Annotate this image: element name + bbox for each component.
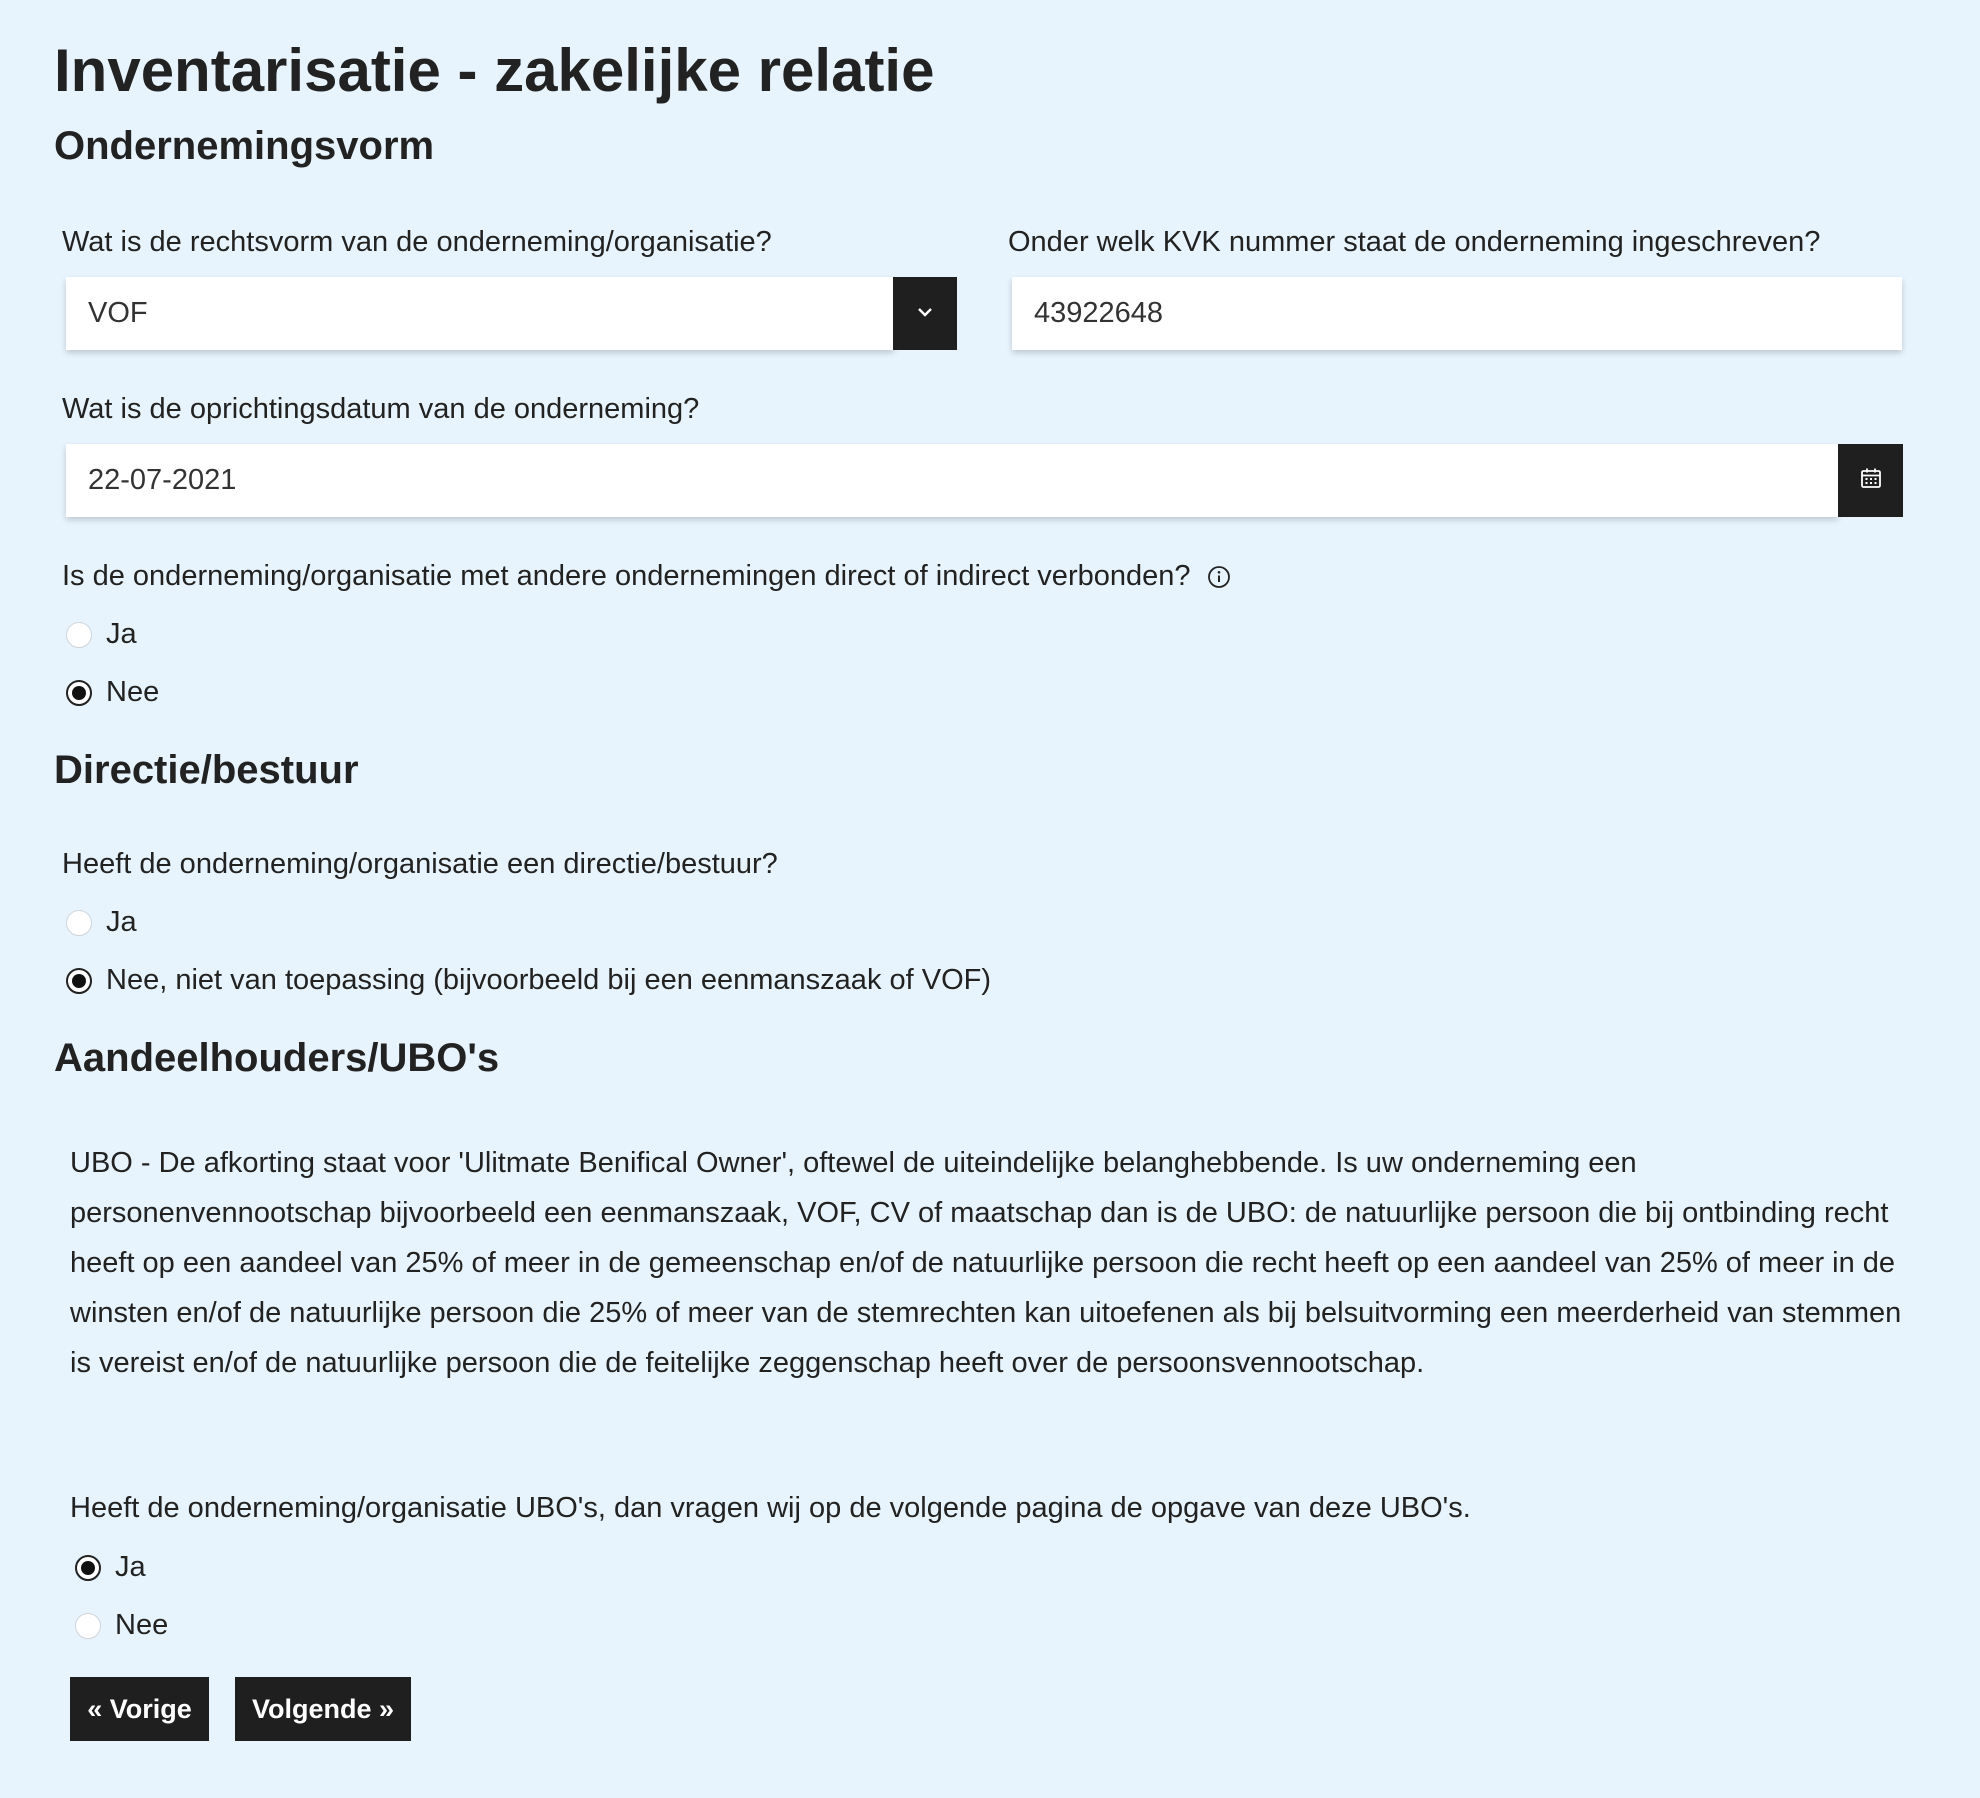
previous-button[interactable]: « Vorige — [70, 1677, 209, 1741]
ubo-description: UBO - De afkorting staat voor 'Ulitmate Benifical Owner', oftewel de uiteindelijke belanghebbende. Is uw onderneming een personenvennootschap bijvoorbeeld een eenmanszaak, VOF, CV of maatschap dan is de UBO: de natuurlijke persoon die bij ontbinding recht heeft op een aandeel van 25% of meer in de gemeenschap en/of de natuurlijke persoon die recht heeft op een aandeel van 25% of meer in de winsten en/of de natuurlijke persoon die 25% of meer van de stemrechten kan uitoefenen als bij belsuitvorming een meerderheid van stemmen is vereist en/of de natuurlijke persoon die de feitelijke zeggenschap heeft over de persoonsvennootschap. — [70, 1147, 1902, 1379]
kvk-value: 43922648 — [1034, 297, 1164, 329]
ubo-question-label: Heeft de onderneming/organisatie UBO's, dan vragen wij op de volgende pagina de opgave van deze UBO's. — [70, 1492, 1471, 1524]
section-heading-ubo: Aandeelhouders/UBO's — [54, 1036, 500, 1080]
directie-option-nee[interactable] — [66, 964, 991, 997]
radio-label: Ja — [106, 906, 137, 938]
radio-button[interactable] — [66, 622, 92, 648]
page-title: Inventarisatie - zakelijke relatie — [54, 37, 935, 104]
radio-button-checked[interactable] — [66, 968, 92, 994]
kvk-label: Onder welk KVK nummer staat de onderneming ingeschreven? — [1008, 226, 1821, 258]
verbonden-label: Is de onderneming/organisatie met andere ondernemingen direct of indirect verbonden? — [62, 560, 1191, 592]
calendar-button[interactable] — [1838, 444, 1903, 517]
directie-question-label: Heeft de onderneming/organisatie een directie/bestuur? — [62, 848, 778, 880]
oprichtingsdatum-label: Wat is de oprichtingsdatum van de onderneming? — [62, 393, 700, 425]
calendar-icon — [1859, 466, 1883, 495]
radio-button[interactable] — [66, 910, 92, 936]
chevron-down-icon — [916, 305, 934, 323]
section-heading-ondernemingsvorm: Ondernemingsvorm — [54, 124, 435, 168]
radio-button[interactable] — [75, 1613, 101, 1639]
rechtsvorm-value: VOF — [88, 297, 148, 329]
radio-label: Nee, niet van toepassing (bijvoorbeeld bij een eenmanszaak of VOF) — [106, 964, 992, 996]
oprichtingsdatum-value: 22-07-2021 — [88, 464, 237, 496]
verbonden-question — [62, 560, 1231, 593]
verbonden-option-ja[interactable] — [66, 618, 137, 651]
directie-option-ja[interactable] — [66, 906, 137, 939]
rechtsvorm-select[interactable] — [66, 277, 894, 350]
radio-button-checked[interactable] — [66, 680, 92, 706]
radio-label: Ja — [106, 618, 137, 650]
ubo-option-nee[interactable] — [75, 1609, 168, 1642]
radio-label: Nee — [106, 676, 160, 708]
info-icon[interactable] — [1207, 565, 1231, 589]
radio-button-checked[interactable] — [75, 1555, 101, 1581]
ubo-option-ja[interactable] — [75, 1551, 146, 1584]
rechtsvorm-dropdown-button[interactable] — [893, 277, 957, 350]
oprichtingsdatum-input[interactable] — [66, 444, 1838, 517]
radio-label: Ja — [115, 1551, 146, 1583]
kvk-input[interactable] — [1012, 277, 1902, 350]
radio-label: Nee — [115, 1609, 169, 1641]
section-heading-directie: Directie/bestuur — [54, 748, 359, 792]
verbonden-option-nee[interactable] — [66, 676, 159, 709]
next-button[interactable]: Volgende » — [235, 1677, 411, 1741]
rechtsvorm-label: Wat is de rechtsvorm van de onderneming/organisatie? — [62, 226, 772, 258]
